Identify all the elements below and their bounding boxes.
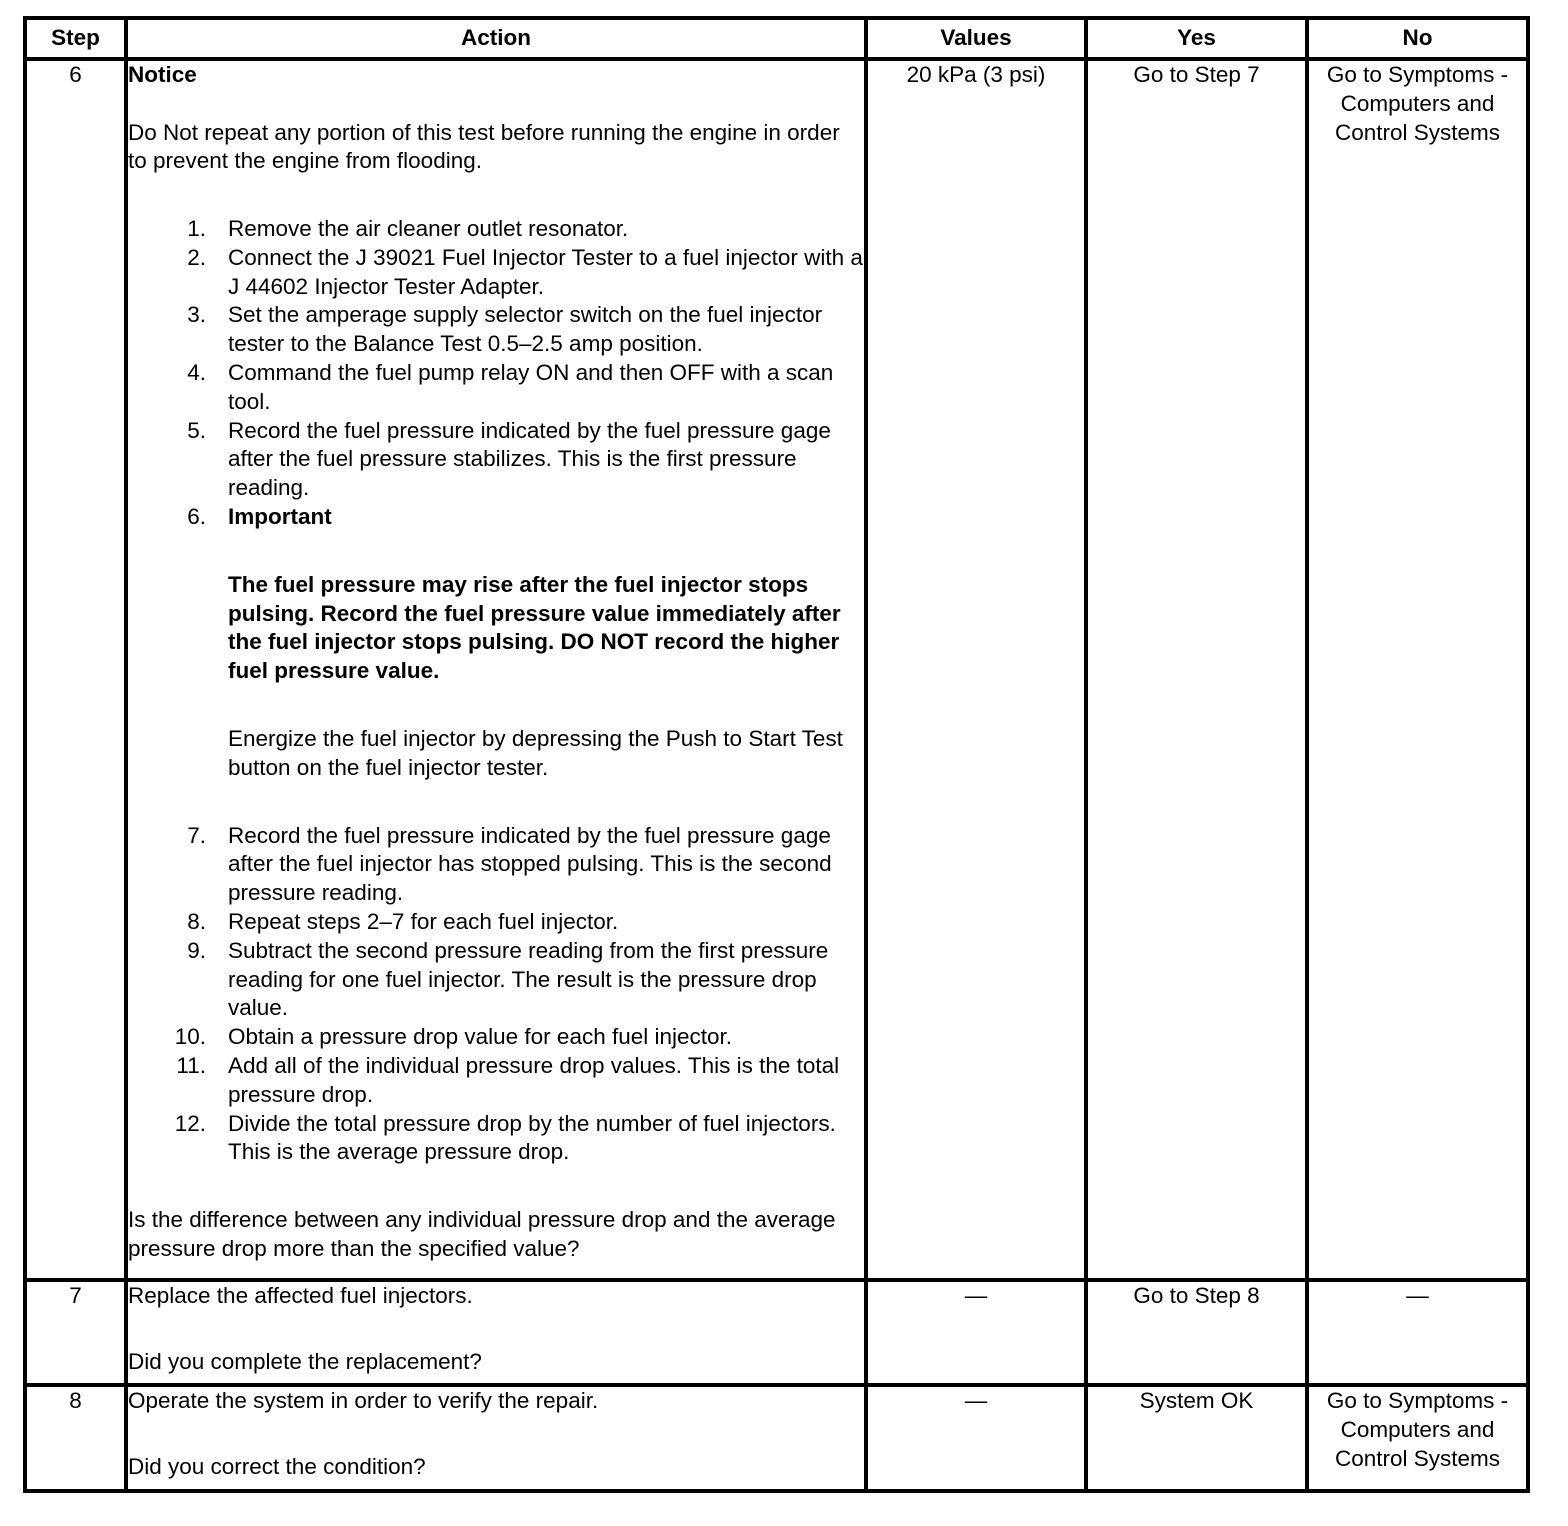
header-action: Action	[126, 18, 866, 59]
list-item: 5. Record the fuel pressure indicated by the fuel pressure gage after the fuel pressure stabilizes. This is the first pressure reading.	[187, 417, 831, 501]
step-question: Is the difference between any individual pressure drop and the average pressure drop more than the specified value?	[128, 1207, 836, 1261]
values-cell: —	[866, 1280, 1086, 1385]
important-text: The fuel pressure may rise after the fuel injector stops pulsing. Record the fuel pressure value immediately after the fuel injector stops pulsing. DO NOT record the higher fuel pressure value.	[228, 571, 841, 684]
energize-text: Energize the fuel injector by depressing the Push to Start Test button on the fuel injector tester.	[228, 725, 843, 780]
header-values: Values	[866, 18, 1086, 59]
step-question: Did you complete the replacement?	[128, 1348, 482, 1374]
list-item: 8. Repeat steps 2–7 for each fuel injector.	[187, 908, 619, 934]
list-item: 4. Command the fuel pump relay ON and then OFF with a scan tool.	[187, 359, 834, 414]
important-title: Important	[228, 503, 332, 529]
values-cell: 20 kPa (3 psi)	[866, 59, 1086, 1280]
step-question: Did you correct the condition?	[128, 1453, 426, 1479]
no-cell: Go to Symptoms - Computers and Control Systems	[1307, 59, 1528, 1280]
list-item: 9. Subtract the second pressure reading from the first pressure reading for one fuel injector. The result is the pressure drop value.	[187, 937, 829, 1021]
step-number: 6	[25, 59, 126, 1280]
list-item: 6. Important The fuel pressure may rise after the fuel injector stops pulsing. Record the fuel pressure value immediately after the fuel injector stops pulsing. DO NOT record the higher fuel pressure value. Energize the fuel injector by depressing the Push to Start Test button on the fuel injector tester.	[128, 503, 864, 822]
diagnostic-table	[23, 16, 1530, 1493]
list-item: 3. Set the amperage supply selector switch on the fuel injector tester to the Balance Test 0.5–2.5 amp position.	[187, 302, 823, 357]
list-item: 11. Add all of the individual pressure drop values. This is the total pressure drop.	[176, 1052, 840, 1107]
table-row-step-6	[25, 59, 1528, 1280]
list-item: 1. Remove the air cleaner outlet resonator.	[187, 215, 629, 241]
yes-cell: System OK	[1086, 1385, 1307, 1491]
procedure-list	[128, 215, 864, 1167]
action-text: Replace the affected fuel injectors.	[128, 1283, 473, 1308]
header-yes: Yes	[1086, 18, 1307, 59]
action-cell	[126, 1280, 866, 1385]
action-text: Operate the system in order to verify the repair.	[128, 1388, 599, 1413]
table-row-step-8	[25, 1385, 1528, 1491]
header-no: No	[1307, 18, 1528, 59]
action-cell	[126, 1385, 866, 1491]
list-item: 7. Record the fuel pressure indicated by the fuel pressure gage after the fuel injector has stopped pulsing. This is the second pressure reading.	[187, 822, 832, 906]
notice-text: Do Not repeat any portion of this test before running the engine in order to prevent the engine from flooding.	[128, 119, 840, 174]
list-item: 12. Divide the total pressure drop by the number of fuel injectors. This is the average pressure drop.	[174, 1110, 836, 1165]
header-row	[25, 18, 1528, 59]
list-item: 2. Connect the J 39021 Fuel Injector Tester to a fuel injector with a J 44602 Injector Tester Adapter.	[187, 244, 863, 299]
yes-cell: Go to Step 8	[1086, 1280, 1307, 1385]
header-step: Step	[25, 18, 126, 59]
notice-title: Notice	[128, 62, 197, 87]
action-cell	[126, 59, 866, 1280]
no-cell: —	[1307, 1280, 1528, 1385]
yes-cell: Go to Step 7	[1086, 59, 1307, 1280]
values-cell: —	[866, 1385, 1086, 1491]
table-row-step-7	[25, 1280, 1528, 1385]
step-number: 8	[25, 1385, 126, 1491]
step-number: 7	[25, 1280, 126, 1385]
list-item: 10. Obtain a pressure drop value for each fuel injector.	[174, 1024, 733, 1050]
no-cell: Go to Symptoms - Computers and Control Systems	[1307, 1385, 1528, 1491]
